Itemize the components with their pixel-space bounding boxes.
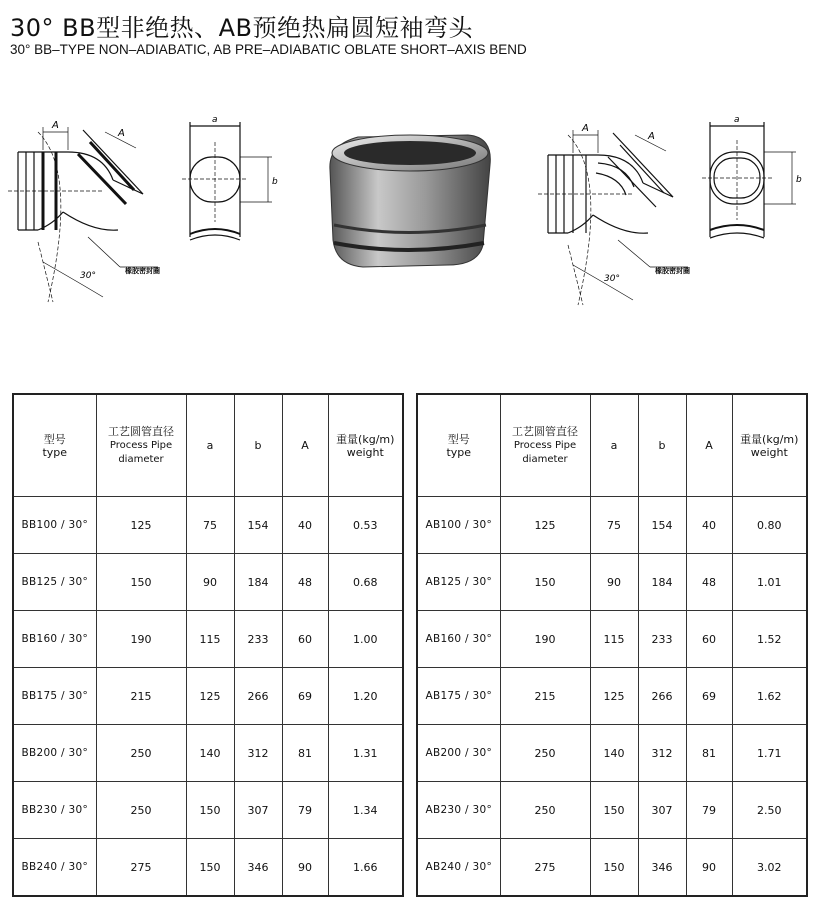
header-type: 型号 type <box>417 394 500 497</box>
table-header-row <box>13 394 403 497</box>
dim-a-label: a <box>212 115 218 125</box>
page-subtitle: 30° BB–TYPE NON–ADIABATIC, AB PRE–ADIABATIC OBLATE SHORT–AXIS BEND <box>10 42 527 57</box>
product-photo <box>318 125 500 275</box>
header-weight: 重量(kg/m) weight <box>328 394 403 497</box>
table-row: AB125 / 30° 150 90 184 48 1.01 <box>417 554 807 611</box>
header-A: A <box>686 394 732 497</box>
header-a: a <box>590 394 638 497</box>
header-b: b <box>638 394 686 497</box>
header-weight: 重量(kg/m) weight <box>732 394 807 497</box>
dim-A-label: A <box>52 120 59 131</box>
table-row: AB200 / 30° 250 140 312 81 1.71 <box>417 725 807 782</box>
dim-b-label: b <box>272 177 278 187</box>
ab-bend-side-drawing <box>538 115 708 315</box>
dim-A-label-2: A <box>118 128 125 139</box>
page-title: 30° BB型非绝热、AB预绝热扁圆短袖弯头 <box>10 14 473 42</box>
table-row: BB100 / 30° 125 75 154 40 0.53 <box>13 497 403 554</box>
bb-bend-side-drawing <box>8 112 178 312</box>
header-type: 型号 type <box>13 394 96 497</box>
dim-b-label-2: b <box>796 175 802 185</box>
table-row: BB125 / 30° 150 90 184 48 0.68 <box>13 554 403 611</box>
bb-cross-section-drawing <box>180 112 290 262</box>
table-row: AB100 / 30° 125 75 154 40 0.80 <box>417 497 807 554</box>
table-row: AB240 / 30° 275 150 346 90 3.02 <box>417 839 807 897</box>
ab-spec-table <box>416 393 808 897</box>
bb-spec-table <box>12 393 404 897</box>
table-header-row <box>417 394 807 497</box>
angle-label-2: 30° <box>604 274 620 284</box>
table-row: BB240 / 30° 275 150 346 90 1.66 <box>13 839 403 897</box>
dim-A-label-3: A <box>582 123 589 134</box>
angle-label: 30° <box>80 271 96 281</box>
dim-a-label-2: a <box>734 115 740 125</box>
table-row: AB175 / 30° 215 125 266 69 1.62 <box>417 668 807 725</box>
header-a: a <box>186 394 234 497</box>
header-pipe-diameter: 工艺圆管直径 Process Pipe diameter <box>96 394 186 497</box>
dim-A-label-4: A <box>648 131 655 142</box>
table-row: BB200 / 30° 250 140 312 81 1.31 <box>13 725 403 782</box>
seal-label: 橡胶密封圈 <box>125 267 160 275</box>
table-row: BB175 / 30° 215 125 266 69 1.20 <box>13 668 403 725</box>
table-row: BB230 / 30° 250 150 307 79 1.34 <box>13 782 403 839</box>
header-A: A <box>282 394 328 497</box>
header-b: b <box>234 394 282 497</box>
table-row: AB160 / 30° 190 115 233 60 1.52 <box>417 611 807 668</box>
seal-label-2: 橡胶密封圈 <box>655 267 690 275</box>
table-row: AB230 / 30° 250 150 307 79 2.50 <box>417 782 807 839</box>
header-pipe-diameter: 工艺圆管直径 Process Pipe diameter <box>500 394 590 497</box>
ab-cross-section-drawing <box>700 112 810 262</box>
table-row: BB160 / 30° 190 115 233 60 1.00 <box>13 611 403 668</box>
